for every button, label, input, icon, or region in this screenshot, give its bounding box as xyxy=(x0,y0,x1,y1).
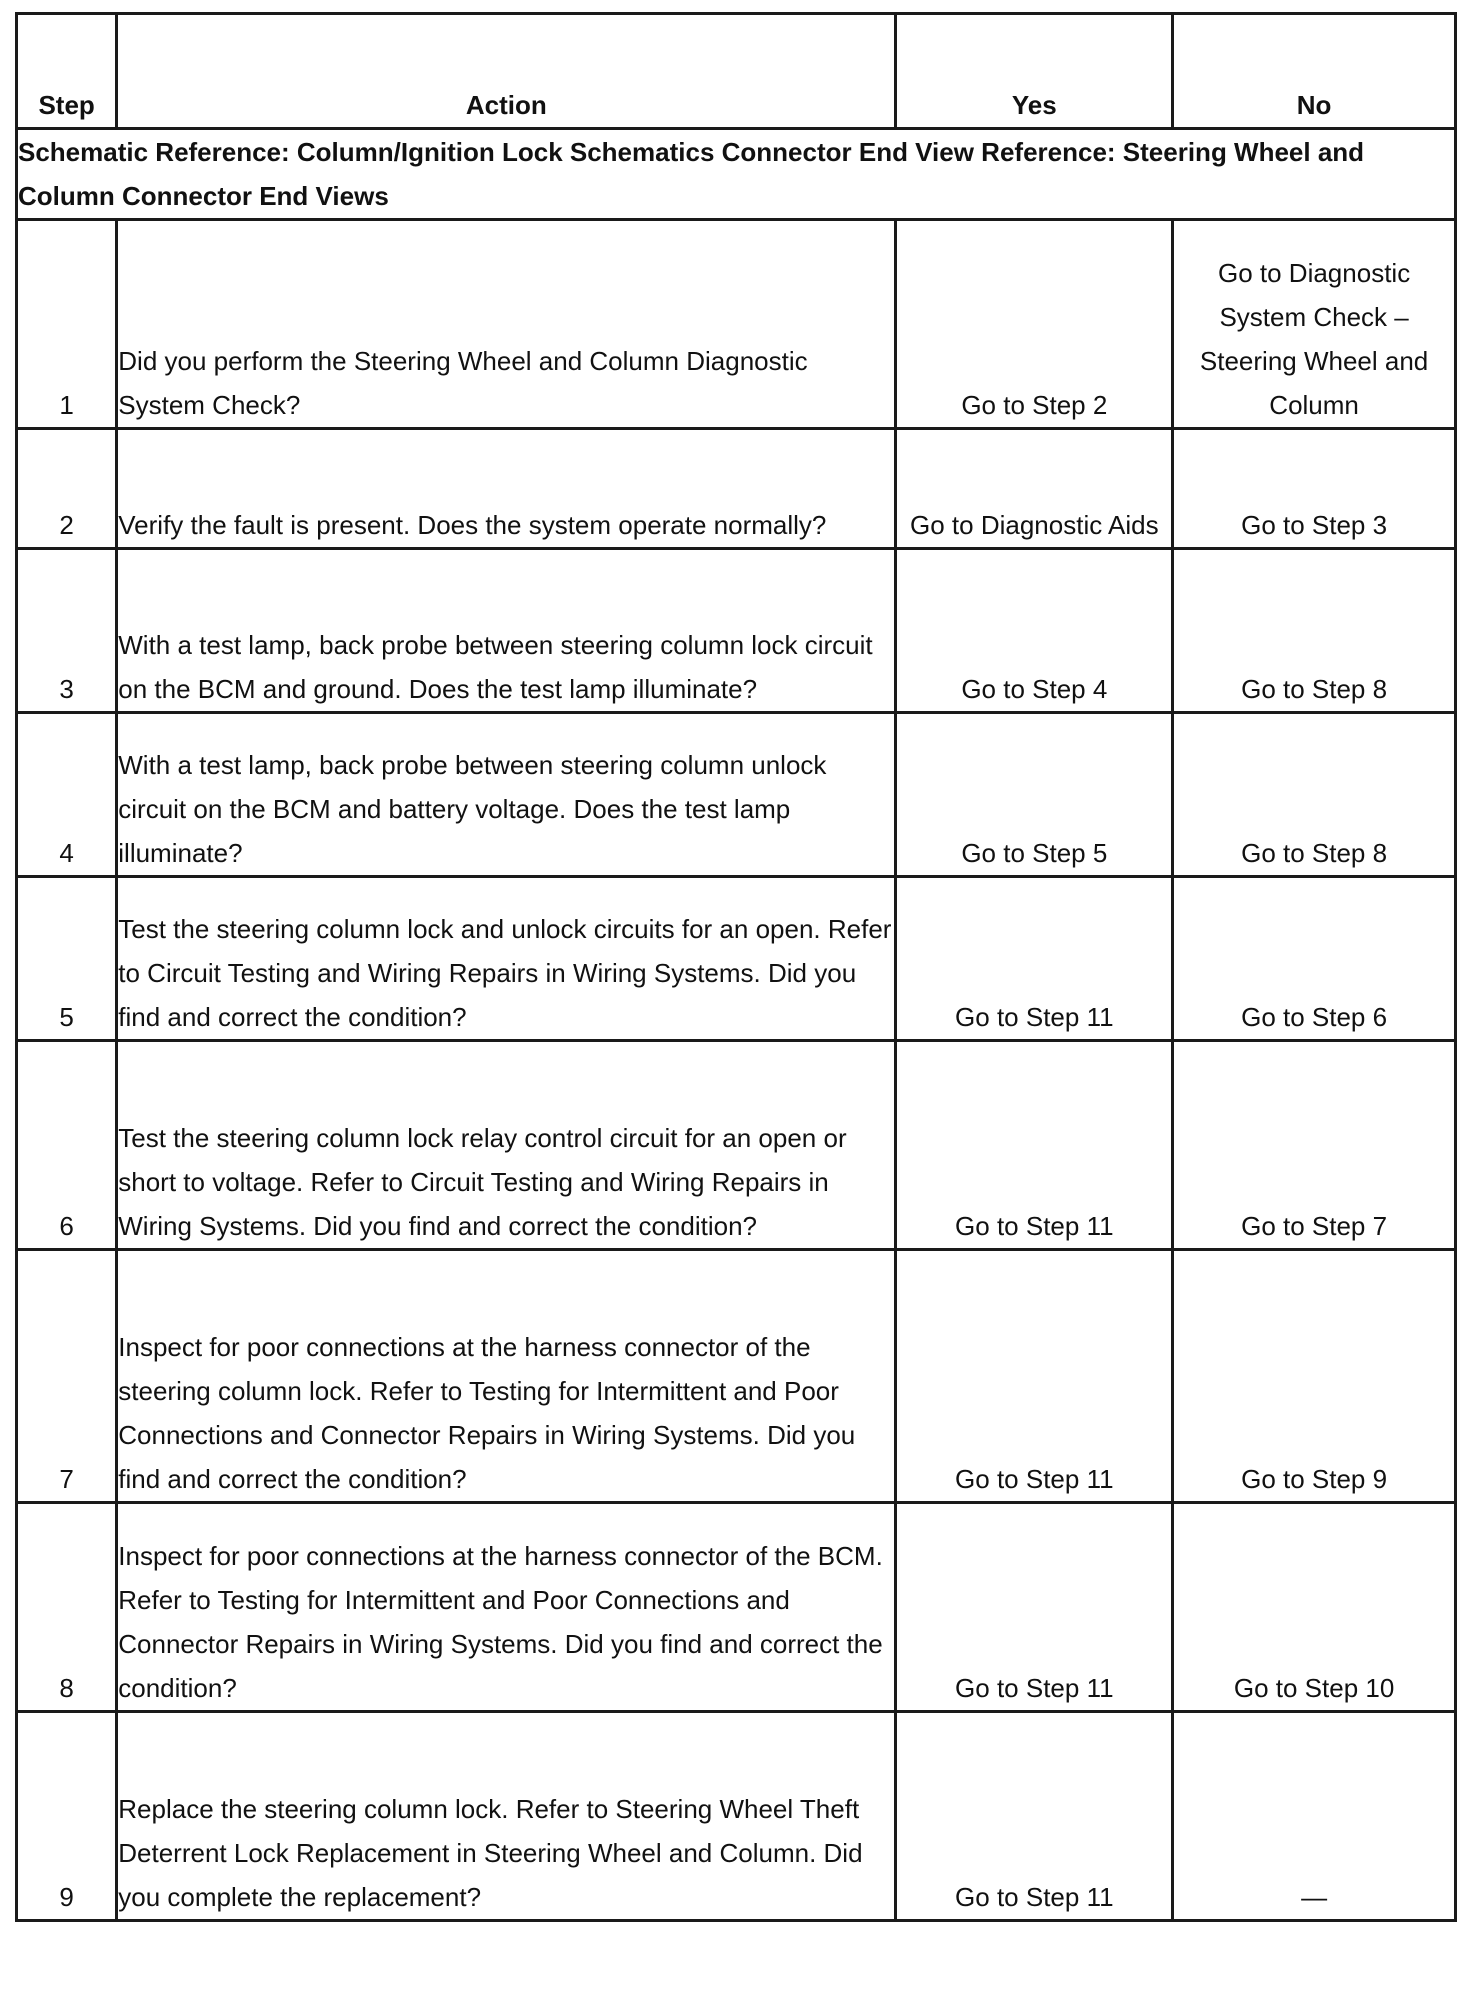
table-row xyxy=(17,549,1456,713)
yes-outcome: Go to Step 11 xyxy=(896,1712,1173,1921)
table-row xyxy=(17,220,1456,429)
table-row xyxy=(17,1041,1456,1250)
step-action: Verify the fault is present. Does the system operate normally? xyxy=(117,429,896,549)
header-row xyxy=(17,14,1456,129)
table-row xyxy=(17,1250,1456,1503)
no-outcome: Go to Step 9 xyxy=(1173,1250,1456,1503)
step-number: 9 xyxy=(17,1712,117,1921)
diagnostic-table xyxy=(15,12,1457,1922)
step-action: Inspect for poor connections at the harness connector of the BCM. Refer to Testing for Intermittent and Poor Connections and Connector Repairs in Wiring Systems. Did you find and correct the condition? xyxy=(117,1503,896,1712)
no-outcome: Go to Step 3 xyxy=(1173,429,1456,549)
no-outcome: Go to Diagnostic System Check – Steering Wheel and Column xyxy=(1173,220,1456,429)
no-outcome: Go to Step 7 xyxy=(1173,1041,1456,1250)
step-number: 1 xyxy=(17,220,117,429)
header-yes: Yes xyxy=(896,14,1173,129)
table-row xyxy=(17,877,1456,1041)
yes-outcome: Go to Step 11 xyxy=(896,1250,1173,1503)
step-action: Test the steering column lock and unlock circuits for an open. Refer to Circuit Testing and Wiring Repairs in Wiring Systems. Did you find and correct the condition? xyxy=(117,877,896,1041)
yes-outcome: Go to Step 4 xyxy=(896,549,1173,713)
table-row xyxy=(17,713,1456,877)
table-row xyxy=(17,1712,1456,1921)
no-outcome: Go to Step 10 xyxy=(1173,1503,1456,1712)
step-action: Replace the steering column lock. Refer to Steering Wheel Theft Deterrent Lock Replacement in Steering Wheel and Column. Did you complete the replacement? xyxy=(117,1712,896,1921)
yes-outcome: Go to Step 11 xyxy=(896,1503,1173,1712)
step-action: Did you perform the Steering Wheel and Column Diagnostic System Check? xyxy=(117,220,896,429)
step-number: 3 xyxy=(17,549,117,713)
header-action: Action xyxy=(117,14,896,129)
yes-outcome: Go to Step 11 xyxy=(896,877,1173,1041)
no-outcome: Go to Step 8 xyxy=(1173,713,1456,877)
step-number: 8 xyxy=(17,1503,117,1712)
header-step: Step xyxy=(17,14,117,129)
table-row xyxy=(17,1503,1456,1712)
yes-outcome: Go to Step 5 xyxy=(896,713,1173,877)
step-action: With a test lamp, back probe between steering column lock circuit on the BCM and ground. Does the test lamp illuminate? xyxy=(117,549,896,713)
no-outcome: Go to Step 8 xyxy=(1173,549,1456,713)
reference-row xyxy=(17,129,1456,220)
step-number: 7 xyxy=(17,1250,117,1503)
yes-outcome: Go to Diagnostic Aids xyxy=(896,429,1173,549)
step-action: Test the steering column lock relay control circuit for an open or short to voltage. Refer to Circuit Testing and Wiring Repairs in Wiring Systems. Did you find and correct the condition? xyxy=(117,1041,896,1250)
no-outcome: Go to Step 6 xyxy=(1173,877,1456,1041)
step-number: 4 xyxy=(17,713,117,877)
step-number: 2 xyxy=(17,429,117,549)
step-number: 6 xyxy=(17,1041,117,1250)
header-no: No xyxy=(1173,14,1456,129)
schematic-reference: Schematic Reference: Column/Ignition Lock Schematics Connector End View Reference: Steering Wheel and Column Connector End Views xyxy=(17,129,1456,220)
step-number: 5 xyxy=(17,877,117,1041)
table-row xyxy=(17,429,1456,549)
step-action: Inspect for poor connections at the harness connector of the steering column lock. Refer to Testing for Intermittent and Poor Connections and Connector Repairs in Wiring Systems. Did you find and correct the condition? xyxy=(117,1250,896,1503)
no-outcome: — xyxy=(1173,1712,1456,1921)
step-action: With a test lamp, back probe between steering column unlock circuit on the BCM and battery voltage. Does the test lamp illuminate? xyxy=(117,713,896,877)
yes-outcome: Go to Step 2 xyxy=(896,220,1173,429)
yes-outcome: Go to Step 11 xyxy=(896,1041,1173,1250)
